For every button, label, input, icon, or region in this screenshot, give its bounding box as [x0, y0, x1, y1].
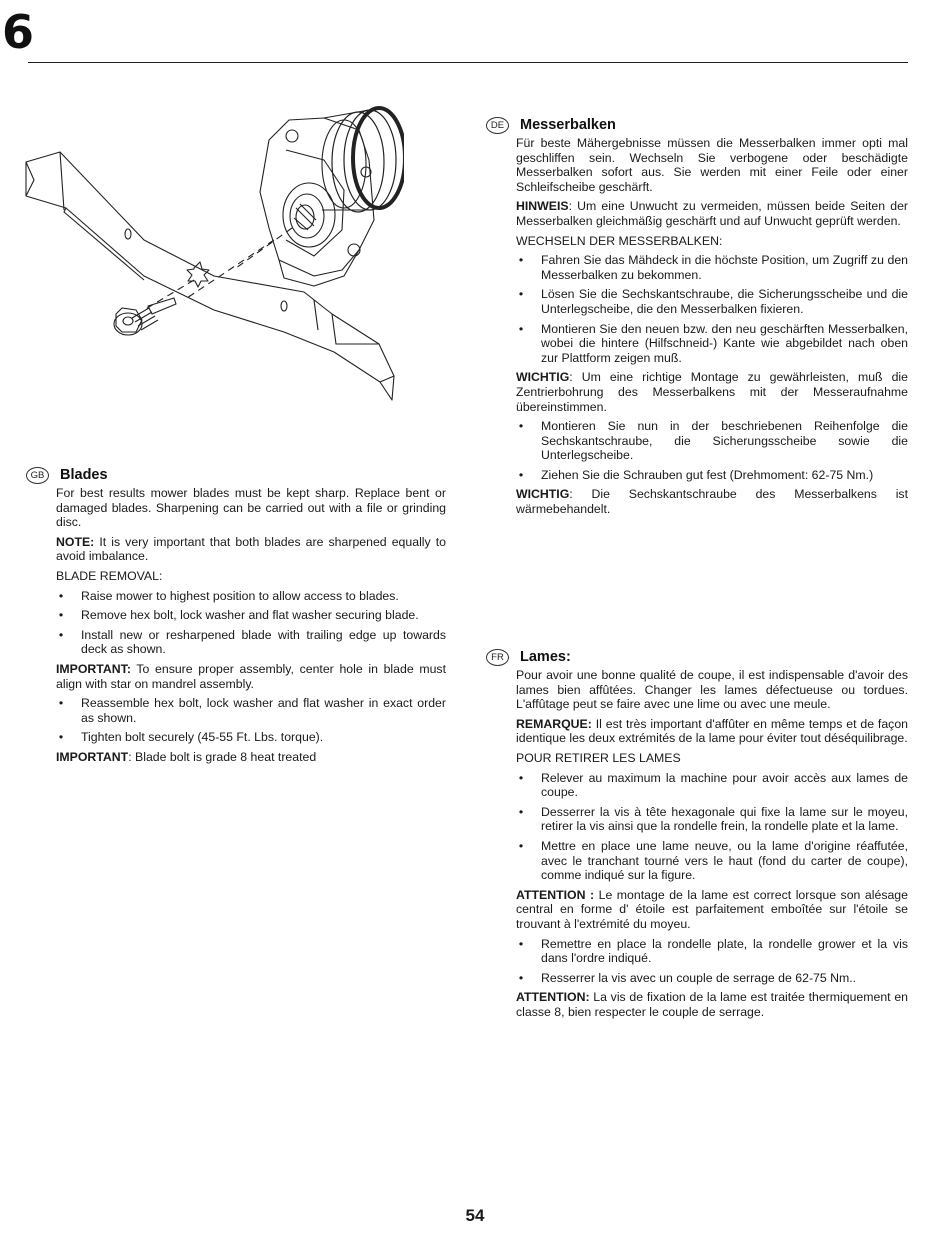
note-label: REMARQUE:	[516, 716, 592, 731]
chapter-number: 6	[2, 5, 35, 59]
header-rule	[28, 62, 908, 63]
list-item: • Raise mower to highest position to allow access to blades.	[58, 588, 399, 603]
section-de	[490, 116, 908, 522]
section-header	[486, 648, 908, 666]
bolt-icon	[114, 298, 176, 335]
list-item: • Remettre en place la rondelle plate, la rondelle grower et la vis dans l'ordre indiqué.	[518, 936, 908, 966]
important-label: ATTENTION :	[516, 887, 595, 902]
language-badge-gb: GB	[26, 467, 49, 484]
list-item: • Mettre en place une lame neuve, ou la lame d'origine réaffutée, avec le tranchant tourné vers le haut (fond du carter de coupe), comme indiqué sur la figure.	[518, 838, 908, 883]
section-header	[26, 466, 446, 484]
list-item: • Desserrer la vis à tête hexagonale qui fixe la lame sur le moyeu, retirer la vis ainsi que la rondelle frein, la rondelle plate et la lame.	[518, 804, 908, 834]
section-header	[486, 116, 908, 134]
important-text: : Die Sechskantschraube des Messerbalkens ist wärmebehandelt.	[516, 487, 908, 517]
bullet-list	[516, 771, 908, 883]
language-badge-de: DE	[486, 117, 509, 134]
important-label: ATTENTION:	[516, 990, 590, 1005]
important-label: WICHTIG	[516, 487, 570, 502]
list-item: • Relever au maximum la machine pour avoir accès aux lames de coupe.	[518, 770, 908, 800]
intro-paragraph: For best results mower blades must be kept sharp. Replace bent or damaged blades. Sharpening can be carried out with a file or grinding disc.	[56, 486, 446, 530]
section-title: Lames:	[520, 649, 571, 665]
list-item: • Tighten bolt securely (45-55 Ft. Lbs. torque).	[58, 730, 324, 745]
section-gb	[30, 466, 446, 770]
important-text: : Um eine richtige Montage zu gewährleisten, muß die Zentrierbohrung des Messerbalkens mit der Messeraufnahme übereinstimmen.	[516, 370, 908, 414]
bullet-list	[516, 253, 908, 365]
important-text: : Blade bolt is grade 8 heat treated	[128, 749, 317, 764]
important-label: IMPORTANT	[56, 749, 129, 764]
important-paragraph	[56, 662, 446, 691]
note-paragraph	[516, 717, 908, 746]
language-badge-fr: FR	[486, 649, 509, 666]
section-title: Blades	[60, 467, 108, 483]
note-text: : Um eine Unwucht zu vermeiden, müssen beide Seiten der Messerbalken gleichmäßig geschärft und auf Unwucht geprüft werden.	[516, 199, 908, 228]
important-paragraph	[56, 750, 446, 765]
mower-blade-icon	[26, 152, 394, 400]
note-label: HINWEIS	[516, 199, 569, 214]
important-label: WICHTIG	[516, 370, 570, 385]
important-text: To ensure proper assembly, center hole in blade must align with star on mandrel assembly.	[56, 661, 446, 691]
note-paragraph	[516, 199, 908, 228]
bullet-list	[516, 937, 908, 986]
note-text: It is very important that both blades are sharpened equally to avoid imbalance.	[56, 534, 446, 564]
list-item: • Reassemble hex bolt, lock washer and flat washer in exact order as shown.	[58, 696, 446, 725]
pulley-icon	[322, 108, 404, 212]
note-text: Il est très important d'affûter en même temps et de façon identique les deux extrémités de la lame pour éviter tout déséquilibrage.	[516, 716, 908, 746]
list-item: • Resserrer la vis avec un couple de serrage de 62-75 Nm..	[518, 970, 857, 985]
list-item: • Install new or resharpened blade with trailing edge up towards deck as shown.	[58, 627, 446, 657]
important-text: Le montage de la lame est correct lorsque son alésage central en forme d' étoile est parfaitement emboîtée sur l'étoile se trouvant à l'extrémité du moyeu.	[516, 887, 908, 931]
important-paragraph	[516, 888, 908, 932]
page-number: 54	[465, 1206, 485, 1225]
removal-heading: BLADE REMOVAL:	[56, 568, 163, 583]
section-title: Messerbalken	[520, 117, 616, 133]
spindle-housing-icon	[260, 118, 374, 286]
list-item: • Montieren Sie nun in der beschriebenen Reihenfolge die Sechskantschraube, die Sicherungsscheibe sowie die Unterlegscheibe.	[518, 419, 908, 463]
bullet-list	[56, 696, 446, 745]
important-label: IMPORTANT:	[56, 661, 131, 676]
blade-assembly-illustration	[24, 100, 404, 440]
bullet-list	[56, 589, 446, 657]
intro-paragraph: Pour avoir une bonne qualité de coupe, il est indispensable d'avoir des lames bien affûtées. Changer les lames défectueuse ou tordues. L'affûtage peut se faire avec une lime ou avec une meule.	[516, 668, 908, 712]
section-fr	[491, 648, 908, 1024]
bullet-list	[516, 419, 908, 482]
list-item: • Montieren Sie den neuen bzw. den neu geschärften Messerbalken, wobei die hintere (Hilfschneid-) Kante wie abgebildet nach oben zur Plattform zeigen muß.	[518, 321, 908, 365]
important-paragraph	[516, 487, 908, 516]
removal-heading: POUR RETIRER LES LAMES	[516, 750, 681, 765]
important-paragraph	[516, 990, 908, 1019]
intro-paragraph: Für beste Mähergebnisse müssen die Messerbalken immer opti mal geschliffen sein. Wechseln Sie verbogene oder beschädigte Messerbalken sofort aus. Sie werden mit einer Feile oder einer Schleifscheibe geschärft.	[516, 136, 908, 194]
note-paragraph	[56, 535, 446, 564]
important-text: La vis de fixation de la lame est traitée thermiquement en classe 8, bien respecter le couple de serrage.	[516, 990, 908, 1019]
important-paragraph	[516, 370, 908, 414]
list-item: • Lösen Sie die Sechskantschraube, die Sicherungsscheibe und die Unterlegscheibe, die den Messerbalken fixieren.	[518, 287, 908, 316]
list-item: • Remove hex bolt, lock washer and flat washer securing blade.	[58, 608, 419, 623]
list-item: • Ziehen Sie die Schrauben gut fest (Drehmoment: 62-75 Nm.)	[518, 467, 874, 482]
note-label: NOTE:	[56, 534, 95, 549]
removal-heading: WECHSELN DER MESSERBALKEN:	[516, 233, 723, 248]
list-item: • Fahren Sie das Mähdeck in die höchste Position, um Zugriff zu den Messerbalken zu bekommen.	[518, 253, 908, 282]
